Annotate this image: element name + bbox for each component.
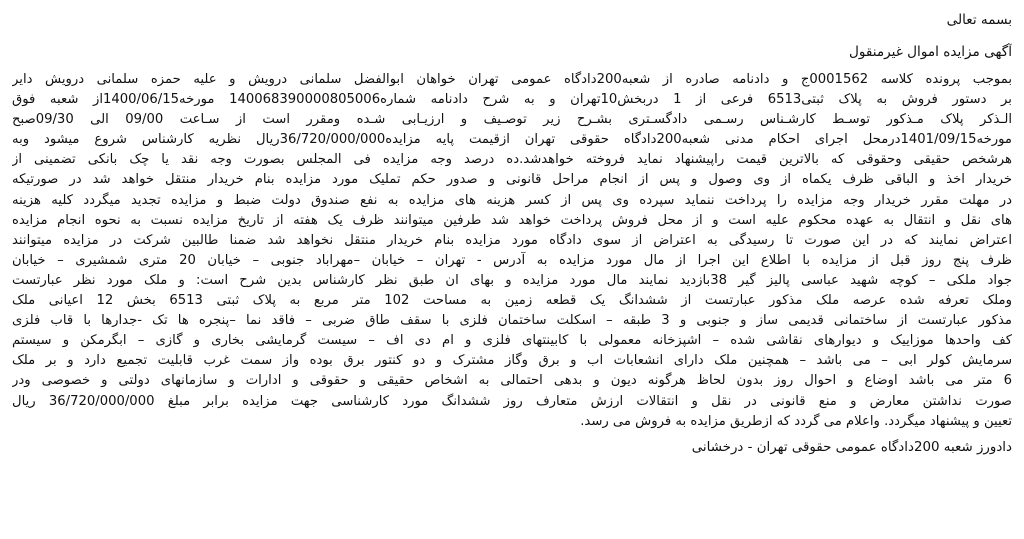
body-line: الـذکر پلاک مـذکور توسـط کارشـناس رسـمی دادگسـتری بشـرح زیر توصـیف و ارزیـابی شـده ومقرر است از سـاعت 09/00 الی 09/30صبح (12, 112, 1012, 128)
body-line: صورت نداشتن معارض و منع قانونی در نقل و انتقالات ارزش متعارف روز ششدانگ مورد کارشناسی جهت مزایده برابر مبلغ 36/720/000/000 ریال (12, 393, 1012, 409)
body-line: بر دستور فروش به پلاک ثبتی6513 فرعی از 1 دربخش10تهران و به شرح دادنامه شماره140068390000805006 مورخه1400/06/15از شعبه فوق (12, 92, 1012, 108)
notice-title: آگهی مزایده اموال غیرمنقول (848, 44, 1012, 60)
body-line: بموجب پرونده کلاسه 0001562ج و دادنامه صادره از شعبه200دادگاه عمومی تهران خواهان ابوالفضل سلمانی درویش و علیه حمزه سلمانی درویش دایر (12, 72, 1012, 87)
body-line: مورخه1401/09/15درمحل اجرای احکام مدنی شعبه200دادگاه حقوقی تهران ازقیمت پایه مزایده36/720/000/000ریال نظریه کارشناس شروع میشود وبه (12, 132, 1012, 148)
signature-line: دادورز شعبه 200دادگاه عمومی حقوقی تهران - درخشانی (691, 439, 1012, 455)
body-line: سرمایش کولر ابی – می باشد – همچنین ملک دارای انشعابات اب و برق وگاز مشترک و دو کنتور برق بوده واز سمت غرب قابلیت تجمیع دارد و بر ملک (12, 353, 1012, 369)
body-line: کف واحدها موزاییک و دیوارهای نقاشی شده – اشپزخانه معمولی با کابینتهای فلزی و ام دی اف – سیست گرمایشی بخاری و گازی – ابگرمکن و سیستم (12, 333, 1012, 349)
body-line: در مهلت مقرر خریدار وجه مزایده را پرداخت ننماید سپرده وی پس از کسر هزینه های مزایده به نفع صندوق دولت ضبط و مزایده تجدید میگردد کلیه هزینه (12, 192, 1012, 208)
body-line: مذکور عبارتست از ساختمانی قدیمی ساز و جنوبی و 3 طبقه – اسکلت ساختمان فلزی با سقف طاق ضربی – فاقد نما –پنجره ها تک -جدارها با قاب فلزی (12, 313, 1012, 329)
body-line: جواد ملکی – کوچه شهید عباسی پالیز گیر 38بازدید نمایند مال مورد مزایده و بهای ان طبق نظر کارشناس بدین شرح است: و ملک مورد نظر عبارتست (12, 272, 1012, 288)
body-line: اعتراض نمایند که در این صورت تا رسیدگی به اعتراض از سوی دادگاه مورد مزایده بنام خریدار منتقل نخواهد شد ضمنا طالبین شرکت در مزایده میتوانند (12, 232, 1012, 248)
notice-body (12, 70, 1012, 432)
body-line: وملک تعرفه شده عرصه ملک مذکور عبارتست از ششدانگ یک قطعه زمین به مساحت 102 متر مربع به پلاک ثبتی 6513 بخش 12 اعیانی ملک (12, 293, 1012, 309)
body-line: ظرف پنج روز قبل از مزایده با اطلاع این اجرا از مال مورد مزایده به آدرس - تهران – خیابان –مهراباد جنوبی – خیابان 20 متری شمشیری – خیابان (12, 252, 1012, 268)
body-line: هرشخص حقیقی وحقوقی که بالاترین قیمت راپیشنهاد نماید فروخته خواهدشد.ده درصد وجه مزایده فی المجلس بصورت وجه نقد یا چک بانکی تضمینی از (12, 152, 1012, 168)
body-line: 6 متر می باشد اوضاع و احوال روز بدون لحاظ هرگونه دیون و بدهی احتمالی به اشخاص حقیقی و حقوقی و ادارات و سازمانهای دولتی و خصوصی ودر (12, 373, 1012, 389)
body-line: های نقل و انتقال به عهده محکوم علیه است و از محل فروش پرداخت خواهد شد طرفین میتوانند ظرف یک هفته از تاریخ مزایده نسبت به نحوه انجام مزایده (12, 212, 1012, 228)
basmala-heading: بسمه تعالی (946, 12, 1012, 28)
body-line: خریدار اخذ و الباقی ظرف یکماه از وی وصول و پس از انجام مراحل قانونی و صدور حکم تملیک مورد مزایده بنام خریدار منتقل خواهد شد در صورتیکه (12, 172, 1012, 188)
body-line: تعیین و پیشنهاد میگردد. واعلام می گردد که ازطریق مزایده به فروش می رسد. (580, 413, 1012, 429)
